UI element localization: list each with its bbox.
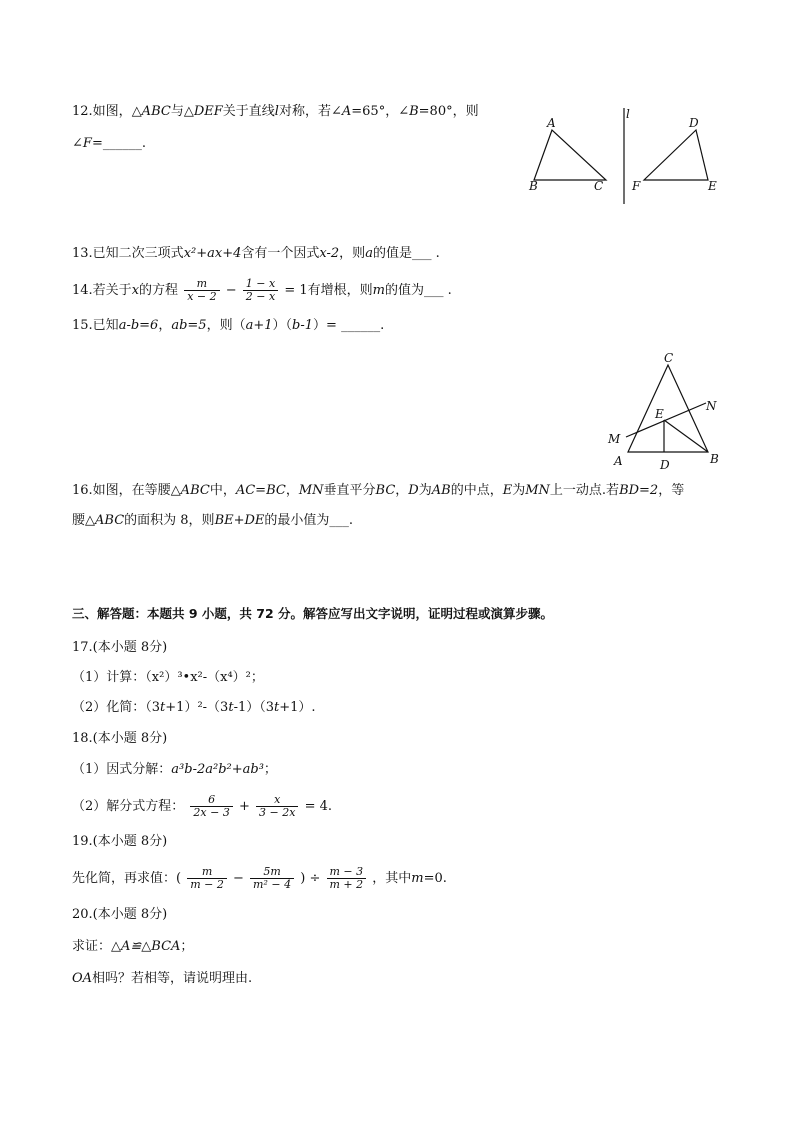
q20-line2: OA相吗？若相等，请说明理由.	[72, 971, 253, 986]
q17-part2: （2）化简：（3t+1）²-（3t-1）（3t+1）.	[72, 700, 316, 715]
q13-line: 13.已知二次三项式x²+ax+4含有一个因式x-2，则a的值是___ .	[72, 246, 440, 261]
q17-heading: 17.(本小题 8分)	[72, 640, 168, 655]
fig12-label-f: F	[632, 179, 641, 193]
q18-part2: （2）解分式方程： $\frac{6}{2x - 3}$ + $\frac{x}{3 - 2x}$ = 4.	[72, 793, 333, 819]
fig12-label-c: C	[594, 179, 604, 193]
q18-heading: 18.(本小题 8分)	[72, 731, 168, 746]
q19-fraction-3: $\frac{m - 3}{m + 2}$	[327, 866, 367, 891]
fig12-label-b: B	[529, 179, 538, 193]
fig16-label-b: B	[710, 452, 719, 466]
q12-line2: ∠F=______.	[72, 136, 146, 151]
fig16-label-e: E	[655, 407, 664, 421]
q18-fraction-2: $\frac{x}{3 - 2x}$	[256, 794, 298, 819]
q17-part1: （1）计算：（x²）³•x²-（x⁴）²；	[72, 670, 264, 685]
fig12-label-e: E	[708, 179, 717, 193]
section-3-heading: 三、解答题：本题共 9 小题，共 72 分。解答应写出文字说明，证明过程或演算步骤。	[72, 606, 554, 621]
q14-fraction-2: $\frac{1 - x}{2 - x}$	[243, 278, 278, 303]
fig16-label-c: C	[664, 351, 674, 365]
fig16-label-n: N	[706, 399, 717, 413]
q16-line2: 腰△ABC的面积为 8，则BE+DE的最小值为___.	[72, 513, 354, 528]
fig12-label-a: A	[547, 116, 556, 130]
fig12-label-d: D	[689, 116, 699, 130]
q14-line: 14.若关于x的方程 $\frac{m}{x - 2}$ − $\frac{1 - x}{2 - x}$ = 1有增根，则m的值为___ .	[72, 277, 452, 303]
fig12-label-l: l	[626, 107, 630, 121]
figure-q12-triangles	[520, 100, 730, 210]
q12-line1: 12.如图，△ABC与△DEF关于直线l对称，若∠A=65°，∠B=80°，则	[72, 104, 479, 119]
q19-fraction-1: $\frac{m}{m - 2}$	[187, 866, 227, 891]
figure-q16-triangle	[600, 345, 735, 475]
q18-part1: （1）因式分解：a³b-2a²b²+ab³；	[72, 762, 277, 777]
fig16-label-m: M	[608, 432, 621, 446]
q20-line1: 求证：△A≌△BCA；	[72, 939, 194, 954]
q16-line1: 16.如图，在等腰△ABC中，AC=BC，MN垂直平分BC，D为AB的中点，E为MN上一动点.若BD=2，等	[72, 483, 685, 498]
q19-fraction-2: $\frac{5m}{\text{m² − 4}}$	[250, 866, 294, 891]
fig16-label-a: A	[614, 454, 623, 468]
q18-fraction-1: $\frac{6}{2x - 3}$	[190, 794, 232, 819]
q19-heading: 19.(本小题 8分)	[72, 834, 168, 849]
q19-body: 先化简，再求值：( $\frac{m}{m - 2}$ − $\frac{5m}{\text{m² − 4}}$ ) ÷ $\frac{m - 3}{m + 2}$ ，其中m=0.	[72, 865, 447, 891]
q14-fraction-1: $\frac{m}{x - 2}$	[184, 278, 219, 303]
q20-heading: 20.(本小题 8分)	[72, 907, 168, 922]
q15-line: 15.已知a-b=6，ab=5，则（a+1）（b-1）= ______.	[72, 318, 385, 333]
fig16-label-d: D	[660, 458, 670, 472]
